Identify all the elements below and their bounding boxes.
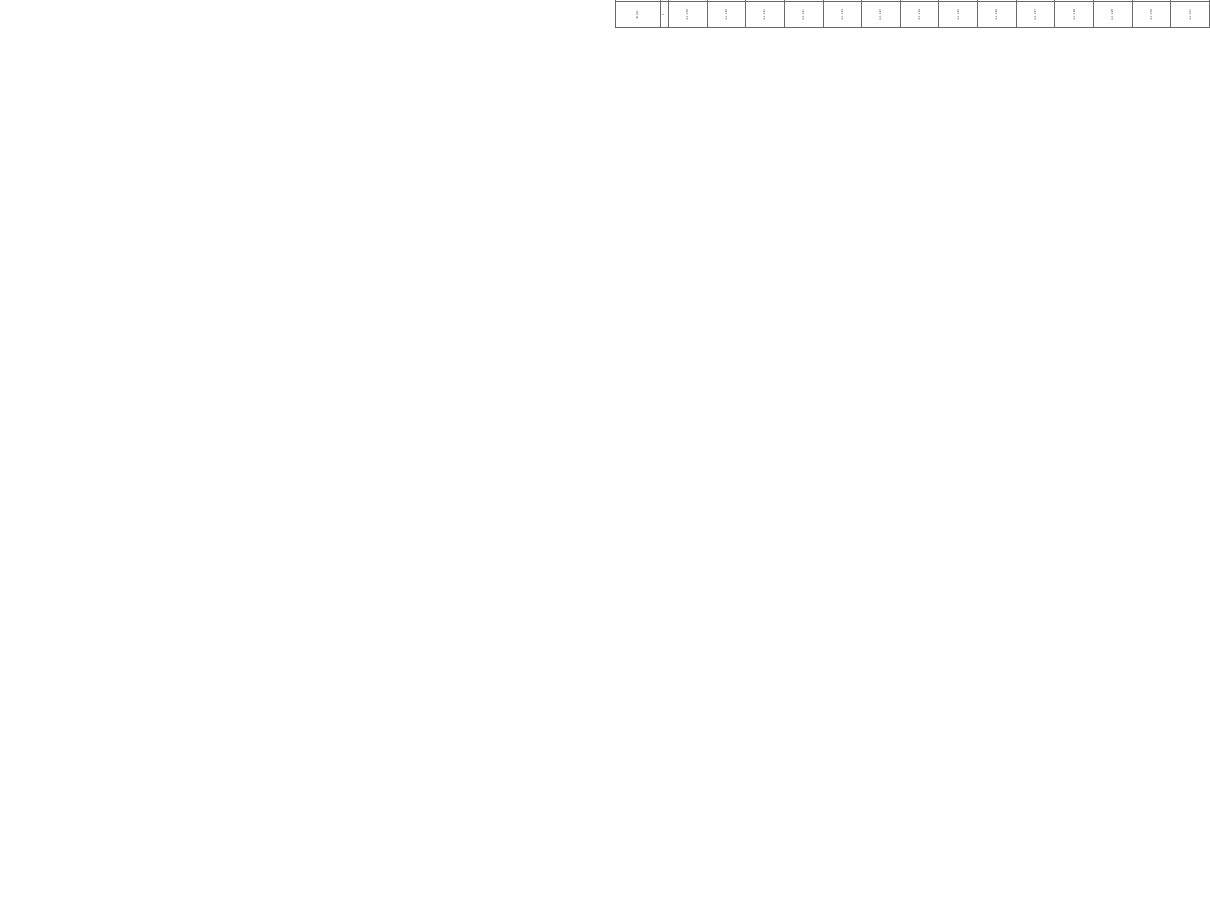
table-row [707, 0, 746, 28]
investment-program-table [615, 0, 1210, 28]
cell-code [746, 0, 785, 2]
cell-code [823, 0, 862, 2]
cell-num: 4.1.148 [1055, 2, 1094, 28]
table-row [862, 0, 901, 28]
table-row [1055, 0, 1094, 28]
table-row [1094, 0, 1133, 28]
cell-code [862, 0, 901, 2]
column-number-row [661, 0, 669, 28]
cell-code [669, 0, 708, 2]
cell-code [1171, 0, 1210, 2]
table-row [784, 0, 823, 28]
cell-num: 4.1.145 [939, 2, 978, 28]
cell-code [978, 0, 1017, 2]
cell-num: 4.1.144 [900, 2, 939, 28]
cell-num: 4.1.151 [1171, 2, 1210, 28]
cell-code [1132, 0, 1171, 2]
cell-num: 4.1.143 [862, 2, 901, 28]
cell-num: 4.1.141 [784, 2, 823, 28]
table-row [746, 0, 785, 28]
table-row [1132, 0, 1171, 28]
cell-num: 4.1.139 [669, 2, 708, 28]
hdr-num: № п/п [616, 2, 661, 28]
table-row [669, 0, 708, 28]
table-row [939, 0, 978, 28]
table-row [1016, 0, 1055, 28]
table-row [978, 0, 1017, 28]
cell-num: 4.1.149 [1094, 2, 1133, 28]
table-row [900, 0, 939, 28]
cell-num: 4.1.140 [707, 2, 746, 28]
col-num: 1 [661, 2, 669, 28]
cell-code [1055, 0, 1094, 2]
cell-code [1016, 0, 1055, 2]
cell-num: 4.1.147 [1016, 2, 1055, 28]
cell-code [1094, 0, 1133, 2]
cell-num: 4.1.142 [823, 2, 862, 28]
table-row [823, 0, 862, 28]
table-body [669, 0, 1210, 28]
hdr-code [616, 0, 661, 2]
cell-num: 4.1.141 [746, 2, 785, 28]
cell-code [707, 0, 746, 2]
cell-code [939, 0, 978, 2]
col-num [661, 0, 669, 2]
table-row [1171, 0, 1210, 28]
cell-num: 4.1.146 [978, 2, 1017, 28]
cell-code [784, 0, 823, 2]
rotated-table-wrapper [615, 0, 1210, 28]
cell-code [900, 0, 939, 2]
cell-num: 4.1.150 [1132, 2, 1171, 28]
